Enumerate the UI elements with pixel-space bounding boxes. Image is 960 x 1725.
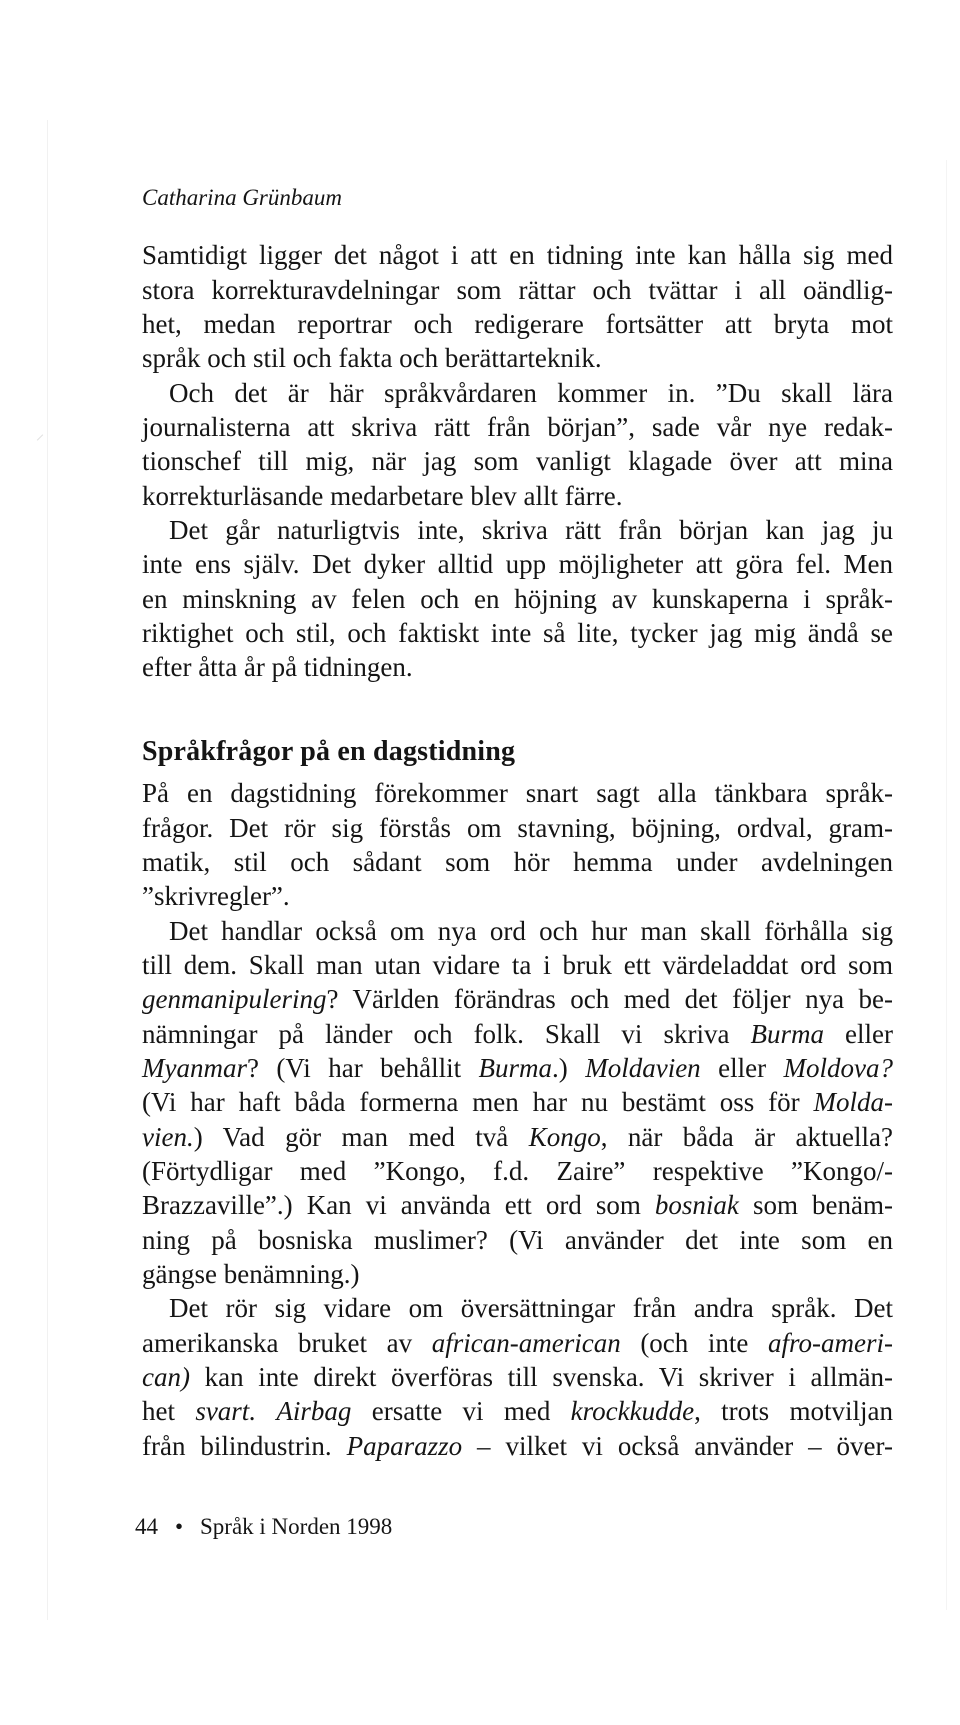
italic-term-burma: Burma: [750, 1019, 824, 1049]
paragraph-4-line-1: På en dagstidning förekommer snart sagt alla tänkbara språk-: [142, 778, 893, 808]
paragraph-6-line-2: amerikanska bruket av african-american (och inte afro-ameri-: [142, 1328, 893, 1358]
page-footer: [135, 1512, 392, 1542]
paragraph-1-line-1: Samtidigt ligger det något i att en tidning inte kan hålla sig med: [142, 240, 893, 270]
paragraph-5-line-5: Myanmar? (Vi har behållit Burma.) Moldavien eller Moldova?: [142, 1053, 893, 1083]
paragraph-4-line-4: ”skrivregler”.: [142, 881, 290, 911]
paragraph-5-line-4: nämningar på länder och folk. Skall vi skriva Burma eller: [142, 1019, 893, 1049]
paragraph-6-line-5: från bilindustrin. Paparazzo – vilket vi också använder – över-: [142, 1431, 893, 1461]
italic-term-genmanipulering: genmanipulering: [142, 984, 327, 1014]
paragraph-5-line-11: gängse benämning.): [142, 1259, 360, 1289]
paragraph-1-line-2: stora korrekturavdelningar som rättar och tvättar i all oändlig-: [142, 275, 893, 305]
paragraph-5-line-2: till dem. Skall man utan vidare ta i bruk ett värdeladdat ord som: [142, 950, 893, 980]
paragraph-3-line-4: riktighet och stil, och faktiskt inte så lite, tycker jag mig ändå se: [142, 618, 893, 648]
paragraph-1-line-3: het, medan reportrar och redigerare fortsätter att bryta mot: [142, 309, 893, 339]
paragraph-5-line-8: (Förtydligar med ”Kongo, f.d. Zaire” respektive ”Kongo/-: [142, 1156, 893, 1186]
paragraph-2-line-3: tionschef till mig, när jag som vanligt klagade över att mina: [142, 446, 893, 476]
paragraph-2-line-2: journalisterna att skriva rätt från början”, sade vår nye redak-: [142, 412, 893, 442]
paragraph-1-line-4: språk och stil och fakta och berättarteknik.: [142, 343, 602, 373]
paragraph-2-line-1: Och det är här språkvårdaren kommer in. ”Du skall lära: [169, 378, 893, 408]
paragraph-2-line-4: korrekturläsande medarbetare blev allt färre.: [142, 481, 623, 511]
paragraph-5-line-10: ning på bosniska muslimer? (Vi använder det inte som en: [142, 1225, 893, 1255]
paragraph-5-line-1: Det handlar också om nya ord och hur man skall förhålla sig: [169, 916, 893, 946]
running-head-author: Catharina Grünbaum: [142, 185, 342, 210]
paragraph-5-line-6: (Vi har haft båda formerna men har nu bestämt oss för Molda-: [142, 1087, 893, 1117]
paragraph-6-line-3: can) kan inte direkt överföras till svenska. Vi skriver i allmän-: [142, 1362, 893, 1392]
scan-edge-left: [47, 120, 48, 1620]
paragraph-6-line-1: Det rör sig vidare om översättningar från andra språk. Det: [169, 1293, 893, 1323]
paragraph-6-line-4: het svart. Airbag ersatte vi med krockkudde, trots motviljan: [142, 1396, 893, 1426]
paragraph-5-line-9: Brazzaville”.) Kan vi använda ett ord som bosniak som benäm-: [142, 1190, 893, 1220]
scan-edge-right: [946, 160, 947, 1610]
paragraph-5-line-3: genmanipulering? Världen förändras och med det följer nya be-: [142, 984, 893, 1014]
footer-bullet: •: [174, 1514, 184, 1539]
publication-title: Språk i Norden 1998: [200, 1514, 393, 1539]
paragraph-5-line-7: vien.) Vad gör man med två Kongo, när båda är aktuella?: [142, 1122, 893, 1152]
paragraph-4-line-2: frågor. Det rör sig förstås om stavning, böjning, ordval, gram-: [142, 813, 893, 843]
page-number: 44: [135, 1514, 158, 1539]
paragraph-3-line-2: inte ens själv. Det dyker alltid upp möjligheter att göra fel. Men: [142, 549, 893, 579]
paragraph-3-line-3: en minskning av felen och en höjning av kunskaperna i språk-: [142, 584, 893, 614]
paragraph-4-line-3: matik, stil och sådant som hör hemma under avdelningen: [142, 847, 893, 877]
section-heading: Språkfrågor på en dagstidning: [142, 736, 516, 767]
scan-speck: [37, 434, 43, 440]
paragraph-3-line-5: efter åtta år på tidningen.: [142, 652, 413, 682]
paragraph-3-line-1: Det går naturligtvis inte, skriva rätt från början kan jag ju: [169, 515, 893, 545]
